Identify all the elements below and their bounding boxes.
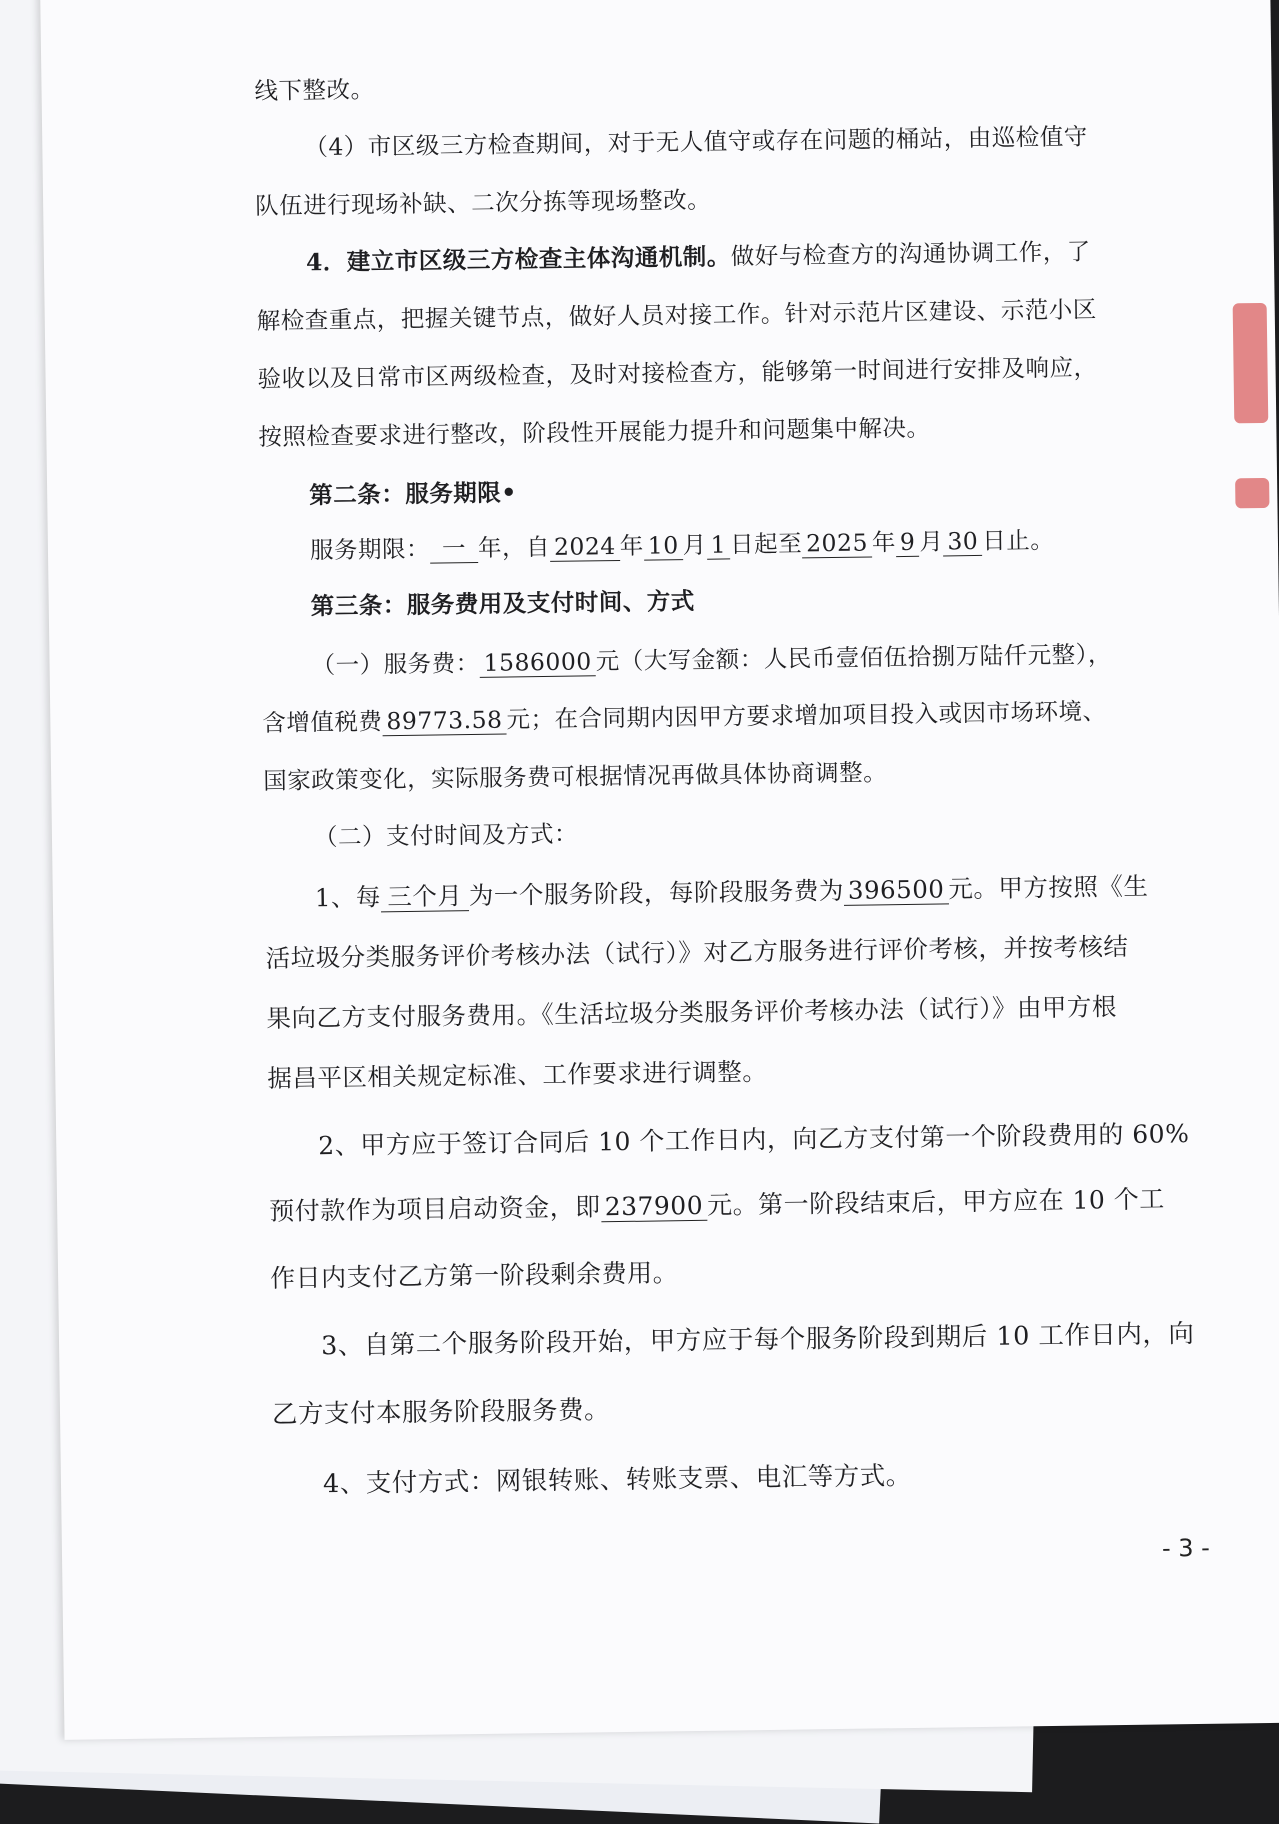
p1-text: 1、每 xyxy=(314,882,382,913)
text-line: 3、自第二个服务阶段开始，甲方应于每个服务阶段到期后 10 工作日内，向 xyxy=(320,1319,1195,1362)
start-month: 10 xyxy=(644,533,683,560)
text-line: 2、甲方应于签订合同后 10 个工作日内，向乙方支付第一个阶段费用的 60% xyxy=(318,1119,1190,1161)
term-label: 服务期限： xyxy=(309,534,431,565)
seal-fragment xyxy=(1233,303,1269,423)
text-line: （4）市区级三方检查期间，对于无人值守或存在问题的桶站，由巡检值守 xyxy=(304,122,1088,162)
end-month: 9 xyxy=(896,530,920,557)
text-line: 按照检查要求进行整改，阶段性开展能力提升和问题集中解决。 xyxy=(258,413,931,451)
term-text: 年 xyxy=(871,528,897,557)
p2-text: 预付款作为项目启动资金，即 xyxy=(269,1192,601,1226)
p1-text: 元。甲方按照《生 xyxy=(948,871,1149,904)
service-term-line xyxy=(310,521,1055,565)
term-text: 日起至 xyxy=(729,529,803,559)
term-text: 月 xyxy=(682,530,707,560)
fee-text: 元（大写金额：人民币壹佰伍拾捌万陆仟元整）， xyxy=(595,640,1113,676)
text-line: 国家政策变化，实际服务费可根据情况再做具体协商调整。 xyxy=(263,758,888,795)
text-line: 果向乙方支付服务费用。《生活垃圾分类服务评价考核办法（试行）》由甲方根 xyxy=(266,992,1118,1033)
text-line: 4、支付方式：网银转账、转账支票、电汇等方式。 xyxy=(322,1460,912,1500)
text-line: 作日内支付乙方第一阶段剩余费用。 xyxy=(269,1258,679,1293)
start-day: 1 xyxy=(707,532,731,559)
term-text: 年 xyxy=(619,531,644,560)
p1-amount: 396500 xyxy=(844,876,949,905)
text-line: 乙方支付本服务阶段服务费。 xyxy=(271,1395,611,1430)
p1-period: 三个月 xyxy=(381,883,469,912)
text-line: 解检查重点，把握关键节点，做好人员对接工作。针对示范片区建设、示范小区 xyxy=(256,295,1097,336)
clause-text: 做好与检查方的沟通协调工作，了 xyxy=(730,237,1091,271)
seal-fragment xyxy=(1235,478,1269,508)
end-day: 30 xyxy=(943,529,982,556)
text-line: 线下整改。 xyxy=(254,75,375,106)
section-heading: 第三条：服务费用及支付时间、方式 xyxy=(310,586,695,621)
start-year: 2024 xyxy=(550,534,620,562)
text-line: 队伍进行现场补缺、二次分拣等现场整改。 xyxy=(254,185,712,221)
fee-label: （一）服务费： xyxy=(311,648,480,680)
payment-item-1 xyxy=(315,868,1149,915)
text-line: 验收以及日常市区两级检查，及时对接检查方，能够第一时间进行安排及响应， xyxy=(257,353,1098,393)
fee-vat-line xyxy=(262,692,1107,738)
fee-amount: 1586000 xyxy=(479,649,596,677)
payment-item-2-line-2 xyxy=(269,1179,1165,1228)
page-number: - 3 - xyxy=(1161,1533,1211,1563)
term-text: 月 xyxy=(919,527,944,556)
term-text: 日止。 xyxy=(982,525,1055,555)
text-line: 活垃圾分类服务评价考核办法（试行）》对乙方服务进行评价考核，并按考核结 xyxy=(265,931,1129,973)
payment-heading: （二）支付时间及方式： xyxy=(313,819,579,852)
section-heading: 第二条：服务期限• xyxy=(309,478,517,510)
p2-amount: 237900 xyxy=(601,1192,708,1222)
vat-amount: 89773.58 xyxy=(382,708,507,737)
fee-line xyxy=(311,635,1112,680)
text-line: 据昌平区相关规定标准、工作要求进行调整。 xyxy=(267,1056,768,1093)
clause-title: 4．建立市区级三方检查主体沟通机制。 xyxy=(305,242,731,277)
p2-text: 元。第一阶段结束后，甲方应在 10 个工 xyxy=(706,1184,1166,1220)
end-year: 2025 xyxy=(802,530,872,558)
document-page xyxy=(40,0,1279,1740)
term-years: 一 xyxy=(430,536,478,564)
term-text: 年，自 xyxy=(477,532,551,562)
vat-label: 含增值税费 xyxy=(262,707,383,737)
p1-text: 为一个服务阶段，每阶段服务费为 xyxy=(468,875,845,911)
text-line xyxy=(306,232,1091,277)
vat-text: 元；在合同期内因甲方要求增加项目投入或因市场环境、 xyxy=(506,697,1107,734)
